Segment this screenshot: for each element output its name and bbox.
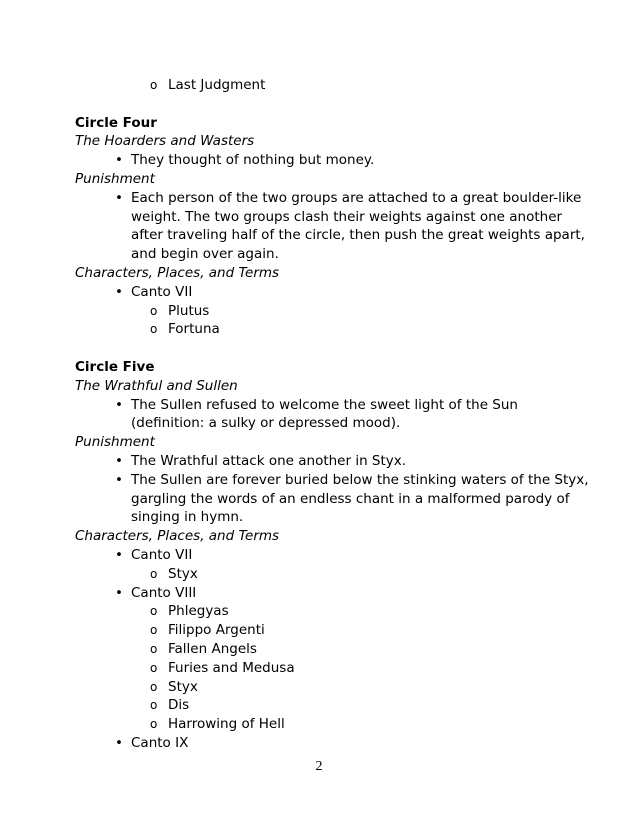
- list-item-text: They thought of nothing but money.: [131, 152, 375, 169]
- list-item-text-line: singing in hymn.: [131, 509, 244, 526]
- bullet-icon: •: [115, 452, 123, 469]
- circle-bullet-icon: o: [150, 660, 158, 675]
- section-subtitle: The Wrathful and Sullen: [75, 377, 238, 394]
- list-item: [75, 320, 575, 339]
- list-item-text: Dis: [168, 697, 190, 714]
- page-content: [75, 76, 589, 753]
- spacer: [75, 339, 575, 358]
- list-item-text: Harrowing of Hell: [168, 716, 285, 733]
- section-heading-circle-four: Circle Four: [75, 114, 157, 131]
- list-item: [75, 678, 575, 697]
- spacer: [75, 95, 575, 114]
- list-item: [75, 734, 575, 753]
- circle-bullet-icon: o: [150, 303, 158, 318]
- bullet-icon: •: [115, 189, 123, 206]
- list-item: [75, 659, 575, 678]
- list-item: [75, 696, 575, 715]
- list-item: [75, 471, 589, 527]
- list-item-text: Filippo Argenti: [168, 622, 265, 639]
- list-item: [75, 546, 575, 565]
- circle-bullet-icon: o: [150, 641, 158, 656]
- bullet-icon: •: [115, 283, 123, 300]
- characters-label: Characters, Places, and Terms: [75, 528, 280, 545]
- list-item-text: Last Judgment: [168, 77, 266, 93]
- characters-label: Characters, Places, and Terms: [75, 264, 280, 281]
- list-item-text-line: The Wrathful attack one another in Styx.: [131, 452, 407, 469]
- section-heading-circle-five: Circle Five: [75, 358, 155, 375]
- list-item-text-line: weight. The two groups clash their weights against one another: [131, 208, 563, 225]
- circle-bullet-icon: o: [150, 717, 158, 732]
- circle-bullet-icon: o: [150, 679, 158, 694]
- list-item-text-line: The Sullen refused to welcome the sweet light of the Sun: [131, 396, 518, 413]
- punishment-label: Punishment: [75, 170, 155, 187]
- bullet-icon: •: [115, 396, 123, 413]
- circle-bullet-icon: o: [150, 623, 158, 638]
- circle-bullet-icon: o: [150, 604, 158, 619]
- list-item: [75, 715, 575, 734]
- list-item-text: Fortuna: [168, 321, 220, 338]
- circle-bullet-icon: o: [150, 322, 158, 337]
- list-item-text: Styx: [168, 565, 198, 582]
- punishment-label: Punishment: [75, 434, 155, 451]
- bullet-icon: •: [115, 152, 123, 169]
- list-item-text-line: and begin over again.: [131, 246, 279, 263]
- list-item: [75, 452, 575, 471]
- list-item-text: Phlegyas: [168, 603, 229, 620]
- circle-bullet-icon: o: [150, 698, 158, 713]
- canto-label: Canto VII: [131, 546, 193, 563]
- list-item: [75, 640, 575, 659]
- list-item-text: Styx: [168, 678, 198, 695]
- bullet-icon: •: [115, 734, 123, 751]
- canto-label: Canto VIII: [131, 584, 197, 601]
- list-item: [75, 76, 575, 95]
- canto-label: Canto IX: [131, 734, 189, 751]
- list-item: [75, 602, 575, 621]
- circle-bullet-icon: o: [150, 78, 158, 92]
- list-item: [75, 396, 575, 434]
- canto-label: Canto VII: [131, 283, 193, 300]
- list-item: [75, 621, 575, 640]
- list-item: [75, 189, 585, 264]
- list-item-text: Plutus: [168, 302, 210, 319]
- list-item-text-line: gargling the words of an endless chant in a malformed parody of: [131, 490, 570, 507]
- list-item-text-line: The Sullen are forever buried below the stinking waters of the Styx,: [131, 471, 589, 488]
- list-item: [75, 151, 575, 170]
- list-item: [75, 565, 575, 584]
- circle-bullet-icon: o: [150, 566, 158, 581]
- bullet-icon: •: [115, 546, 123, 563]
- list-item-text: Furies and Medusa: [168, 659, 295, 676]
- list-item-text-line: after traveling half of the circle, then push the great weights apart,: [131, 227, 585, 244]
- list-item-text: Fallen Angels: [168, 640, 257, 657]
- list-item: [75, 584, 575, 603]
- bullet-icon: •: [115, 471, 123, 488]
- list-item-text-line: Each person of the two groups are attached to a great boulder-like: [131, 189, 582, 206]
- list-item-text-line: (definition: a sulky or depressed mood).: [131, 415, 401, 432]
- list-item: [75, 302, 575, 321]
- page-number: 2: [315, 759, 323, 774]
- bullet-icon: •: [115, 584, 123, 601]
- list-item: [75, 283, 575, 302]
- section-subtitle: The Hoarders and Wasters: [75, 133, 255, 150]
